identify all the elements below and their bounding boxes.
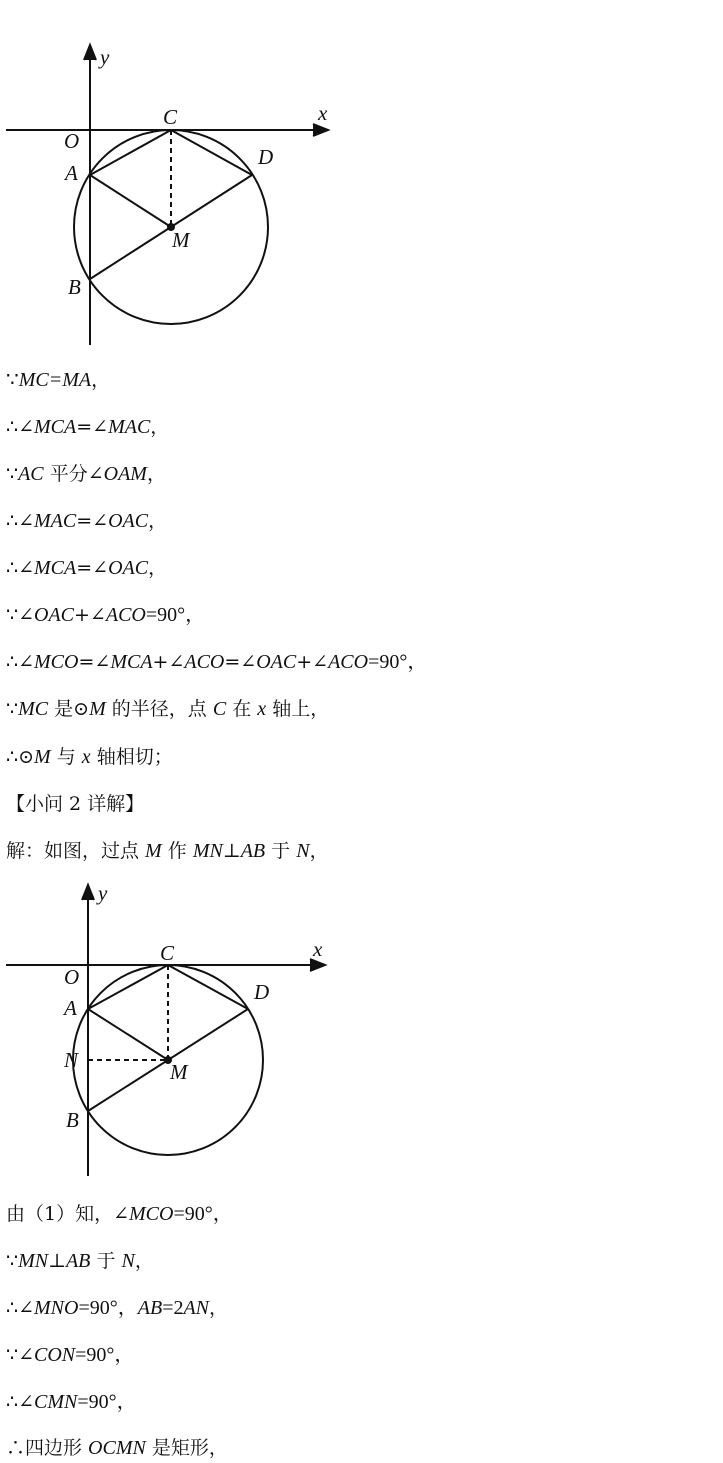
figure-1 (0, 0, 360, 355)
label-y: y (98, 881, 108, 905)
label-b: B (68, 275, 81, 299)
proof-line: ∴∠MCA=∠OAC， (6, 557, 168, 579)
section-heading: 【小问 2 详解】 (6, 793, 145, 815)
segment-cd (171, 130, 252, 175)
proof-line: ∵∠CON=90°， (6, 1344, 135, 1366)
proof-line: 由（1）知，∠MCO=90°， (6, 1203, 233, 1225)
proof-line: ∵MN⊥AB 于 N， (6, 1250, 154, 1272)
label-x: x (318, 101, 328, 125)
label-c: C (160, 941, 175, 965)
y-axis-arrow (82, 885, 94, 900)
label-c: C (163, 105, 178, 129)
proof-line: ∵AC 平分∠OAM， (6, 463, 166, 485)
segment-am (90, 175, 171, 227)
label-b: B (66, 1108, 79, 1132)
label-o: O (64, 965, 80, 989)
proof-line: ∵MC 是⊙M 的半径，点 C 在 x 轴上， (6, 698, 330, 720)
x-axis-arrow (313, 124, 328, 136)
label-a: A (65, 161, 78, 185)
proof-line: ∴∠MAC=∠OAC， (6, 510, 168, 532)
proof-line: ∴∠MNO=90°，AB=2AN， (6, 1297, 229, 1319)
segment-am (88, 1009, 168, 1060)
label-d: D (254, 980, 270, 1004)
segment-ac (90, 130, 171, 175)
label-o: O (64, 129, 80, 153)
label-x: x (313, 937, 323, 961)
proof-line: ∵MC=MA， (6, 369, 111, 391)
label-y: y (100, 45, 110, 69)
solution-intro: 解：如图，过点 M 作 MN⊥AB 于 N， (6, 840, 329, 862)
y-axis-arrow (84, 45, 96, 60)
proof-line: ∴∠CMN=90°， (6, 1391, 137, 1413)
label-a: A (64, 996, 77, 1020)
proof-line: ∴∠MCA=∠MAC， (6, 416, 170, 438)
label-m: M (172, 228, 190, 252)
label-m: M (170, 1060, 188, 1084)
proof-line: ∴四边形 OCMN 是矩形， (6, 1437, 228, 1459)
figure-2 (0, 878, 360, 1183)
segment-ac (88, 965, 168, 1009)
label-n: N (64, 1048, 79, 1072)
segment-cd (168, 965, 248, 1009)
proof-line: ∴⊙M 与 x 轴相切； (6, 746, 173, 768)
proof-line: ∴∠MCO=∠MCA+∠ACO=∠OAC+∠ACO=90°， (6, 651, 428, 673)
label-d: D (258, 145, 274, 169)
proof-line: ∵∠OAC+∠ACO=90°， (6, 604, 206, 626)
